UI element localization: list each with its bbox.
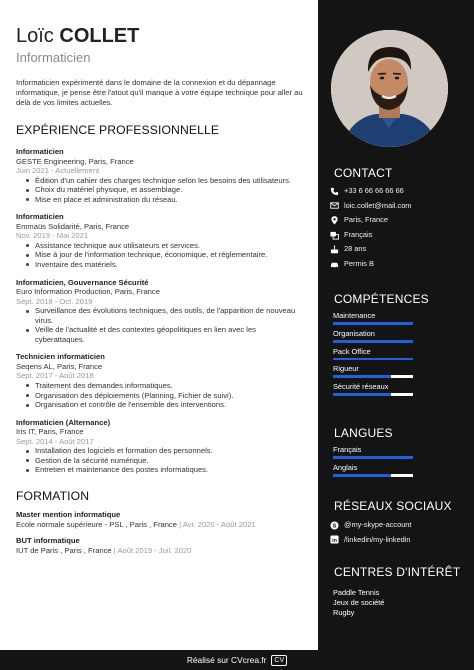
experience-date: Nov. 2019 - Mai 2021 (16, 231, 89, 241)
education-date: Avr. 2020 - Août 2021 (182, 519, 256, 529)
job-title: Informaticien (16, 50, 91, 65)
interests-heading: CENTRES D'INTÉRÊT (334, 565, 461, 579)
skills-level-bar (333, 375, 413, 378)
experience-bullets (26, 306, 306, 344)
experience-date: Juin 2021 - Actuellement (16, 166, 100, 175)
languages-heading: LANGUES (334, 426, 393, 440)
experience-heading: EXPÉRIENCE PROFESSIONNELLE (16, 123, 220, 137)
skills-level-fill (333, 375, 391, 378)
social-text[interactable]: /linkedin/my-linkedin (344, 534, 411, 544)
interests-list (333, 588, 384, 618)
bullet-item: Assistance technique aux utilisateurs et services. (26, 241, 306, 251)
skills-level-fill (333, 322, 413, 325)
experience-date: Sept. 2014 - Août 2017 (16, 436, 94, 446)
location-icon (330, 216, 344, 225)
bullet-item: Mise à jour de l'information technique, économique, et réglementaire. (26, 250, 306, 260)
skills-level-fill (333, 340, 413, 343)
bullet-item: Inventaire des matériels. (26, 260, 306, 270)
skills-name: Maintenance (333, 311, 376, 320)
experience-role: Technicien informaticien (16, 352, 105, 362)
interest-item: Paddle Tennis (333, 588, 380, 597)
skills-level-fill (333, 358, 413, 361)
contact-item (330, 257, 411, 272)
linkedin-icon (330, 535, 344, 544)
bullet-item: Installation des logiciels et formation des personnels. (26, 446, 306, 456)
contact-text: Paris, France (344, 215, 388, 225)
education-item (16, 536, 306, 555)
education-degree: BUT informatique (16, 536, 80, 545)
education-degree: Master mention informatique (16, 510, 121, 519)
education-school: IUT de Paris , Paris , France (16, 545, 112, 555)
bullet-item: Surveillance des évolutions techniques, des outils, de l'apparition de nouveau virus. (26, 306, 306, 325)
skills-name: Organisation (333, 328, 375, 338)
languages-list (333, 445, 413, 481)
separator: | (111, 545, 118, 555)
experience-date: Sept. 2018 - Oct. 2019 (16, 296, 93, 306)
phone-icon (330, 187, 344, 196)
social-list (330, 518, 411, 547)
education-school-line (16, 520, 306, 530)
skills-level-bar (333, 340, 413, 343)
last-name: COLLET (59, 25, 140, 47)
skills-level-bar (333, 322, 413, 325)
bullet-item: Traitement des demandes informatiques. (26, 381, 306, 391)
experience-company: Iris IT, Paris, France (16, 427, 84, 437)
email-icon (330, 201, 344, 210)
education-school-line (16, 546, 306, 556)
skills-level-bar (333, 393, 413, 396)
svg-text:S: S (332, 523, 337, 530)
languages-level-fill (333, 474, 391, 477)
skills-list (333, 311, 413, 400)
education-list (16, 510, 306, 555)
languages-level-fill (333, 456, 413, 459)
sidebar (318, 0, 474, 650)
skills-level-fill (333, 393, 391, 396)
languages-item (333, 445, 413, 459)
skills-name: Sécurité réseaux (333, 382, 389, 392)
contact-item (330, 213, 411, 228)
languages-name: Anglais (333, 462, 358, 472)
experience-bullets (26, 446, 306, 475)
interest-item: Rugby (333, 608, 355, 617)
languages-name: Français (333, 445, 362, 454)
skills-item (333, 347, 413, 361)
svg-text:in: in (332, 538, 337, 545)
social-item (330, 533, 411, 548)
experience-bullets (26, 381, 306, 410)
languages-level-bar (333, 474, 413, 477)
language-icon (330, 231, 344, 240)
languages-item (333, 463, 413, 477)
footer (0, 650, 474, 670)
footer-text: Réalisé sur CVcrea.fr (186, 655, 267, 665)
languages-level-bar (333, 456, 413, 459)
contact-text: 28 ans (344, 244, 367, 254)
experience-company: Emmaüs Solidarité, Paris, France (16, 221, 130, 231)
profile-summary: Informaticien expérimenté dans le domaine de la connexion et du dépannage informatique, je pense être l'atout qu'il manque à votre équipe technique pour aller au delà de vos limites actuelles. (16, 78, 303, 107)
cake-icon (330, 245, 344, 254)
experience-role: Informaticien (16, 212, 64, 222)
bullet-item: Veille de l'actualité et des contextes géopolitiques en lien avec les cyberattaques. (26, 325, 306, 344)
experience-bullets (26, 241, 306, 270)
profile-photo (331, 30, 448, 147)
cvcrea-logo: CV (271, 655, 287, 666)
experience-company: Seqens AL, Paris, France (16, 361, 103, 371)
contact-item (330, 184, 411, 199)
skills-item (333, 364, 413, 378)
social-text[interactable]: @my-skype-account (344, 520, 412, 529)
bullet-item: Entretien et maintenance des postes informatiques. (26, 465, 306, 475)
skills-item (333, 382, 413, 396)
skills-level-bar (333, 358, 413, 361)
interest-item: Jeux de société (333, 598, 385, 607)
social-item (330, 518, 411, 533)
contact-item (330, 199, 411, 214)
bullet-item: Mise en place et administration du réseau. (26, 195, 306, 205)
experience-item (16, 147, 306, 204)
experience-role: Informaticien (Alternance) (16, 417, 111, 427)
social-heading: RÉSEAUX SOCIAUX (334, 499, 452, 513)
contact-item (330, 242, 411, 257)
contact-text: Permis B (344, 258, 374, 268)
experience-item (16, 418, 306, 475)
education-school: Ecole normale supérieure - PSL , Paris , France (16, 519, 177, 529)
contact-text: Français (344, 229, 373, 239)
experience-company: Euro Information Production, Paris, France (16, 287, 160, 297)
education-item (16, 510, 306, 529)
experience-date: Sept. 2017 - Août 2018 (16, 371, 94, 381)
full-name (16, 24, 306, 48)
skills-name: Rigueur (333, 364, 359, 374)
experience-list (16, 147, 306, 475)
experience-role: Informaticien, Gouvernance Sécurité (16, 277, 149, 287)
bullet-item: Édition d'un cahier des charges technique selon les besoins des utilisateurs. (26, 176, 306, 186)
experience-company: GESTE Engineering, Paris, France (16, 156, 134, 166)
bullet-item: Organisation des déploiements (Planning, Fichier de suivi). (26, 391, 306, 401)
skills-item (333, 329, 413, 343)
education-date: Août 2019 - Juil. 2020 (117, 545, 192, 555)
experience-bullets (26, 176, 306, 205)
contact-heading: CONTACT (334, 166, 393, 180)
skype-icon (330, 521, 344, 530)
contact-item (330, 228, 411, 243)
skills-name: Pack Office (333, 346, 371, 356)
experience-item (16, 352, 306, 409)
contact-text: loic.collet@mail.com (344, 200, 412, 210)
car-icon (330, 260, 344, 269)
bullet-item: Organisation et contrôle de l'ensemble des interventions. (26, 400, 306, 410)
experience-role: Informaticien (16, 147, 64, 156)
experience-item (16, 212, 306, 269)
skills-heading: COMPÉTENCES (334, 292, 429, 306)
education-heading: FORMATION (16, 489, 90, 503)
bullet-item: Gestion de la sécurité numérique. (26, 456, 306, 466)
experience-item (16, 278, 306, 345)
skills-item (333, 311, 413, 325)
bullet-item: Choix du matériel physique, et assemblage. (26, 185, 306, 195)
first-name: Loïc (16, 25, 54, 47)
separator: | (176, 519, 183, 529)
contact-text: +33 6 66 66 66 66 (344, 186, 404, 195)
contact-list (330, 184, 411, 272)
